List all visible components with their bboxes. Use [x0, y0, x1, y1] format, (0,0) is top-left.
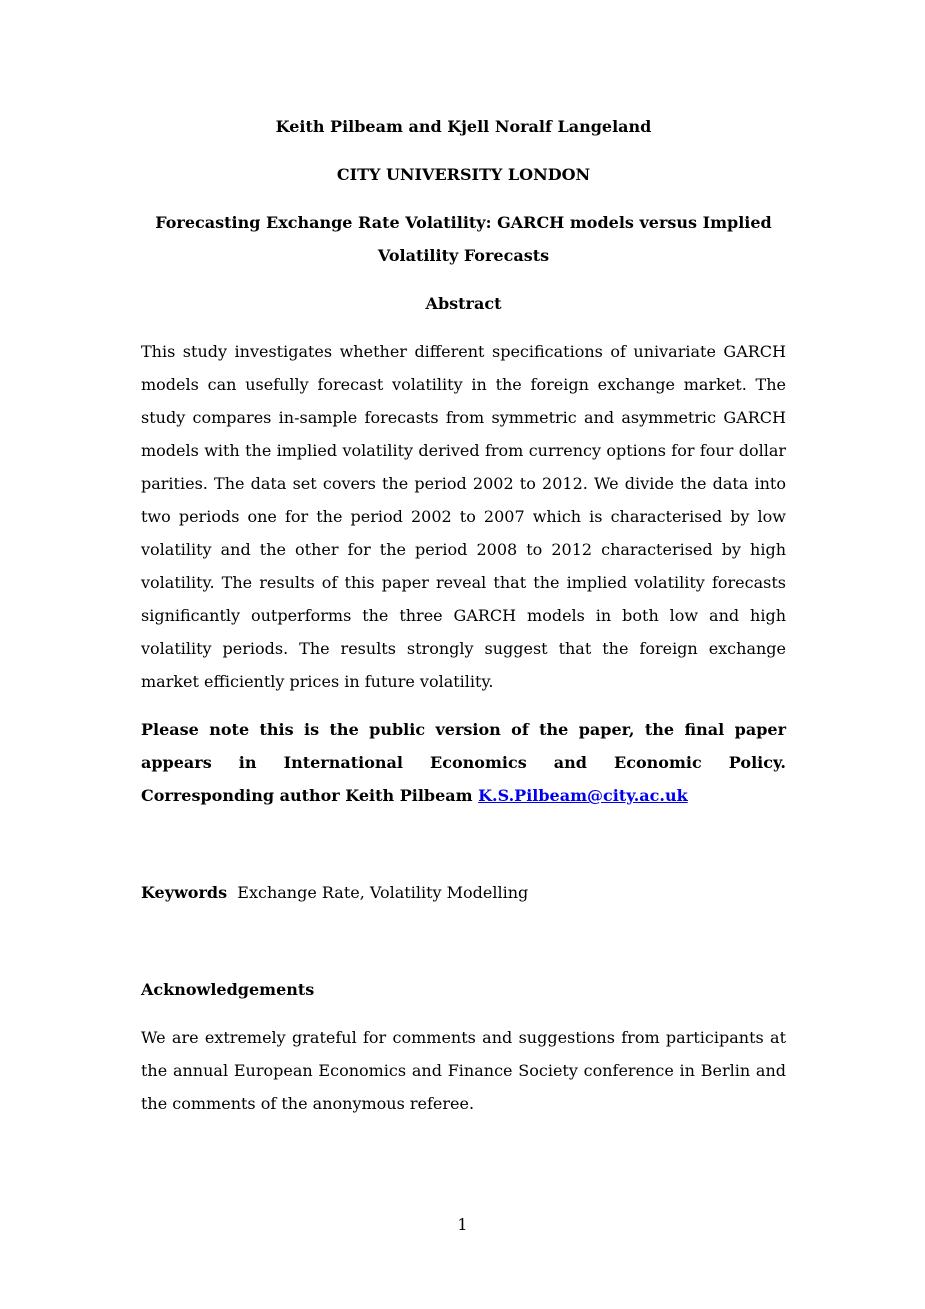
keywords-line [141, 876, 786, 909]
authors-line: Keith Pilbeam and Kjell Noralf Langeland [275, 117, 652, 136]
abstract-heading: Abstract [425, 294, 502, 313]
keywords-label: Keywords [141, 883, 228, 902]
acknowledgements-body: We are extremely grateful for comments and suggestions from participants at the annual European Economics and Finance Society conference in Berlin and the comments of the anonymous referee. [141, 1028, 786, 1113]
keywords-value: Exchange Rate, Volatility Modelling [237, 883, 529, 902]
page-content [141, 110, 786, 1120]
affiliation-line: CITY UNIVERSITY LONDON [336, 165, 591, 184]
publication-notice [141, 713, 786, 812]
publication-notice-text: Please note this is the public version of the paper, the final paper appears in International Economics and Economic Policy. Corresponding author Keith Pilbeam [141, 720, 786, 805]
page-number: 1 [457, 1215, 468, 1234]
paper-title: Forecasting Exchange Rate Volatility: GARCH models versus Implied Volatility Forecasts [155, 213, 772, 265]
corresponding-email-link[interactable]: K.S.Pilbeam@city.ac.uk [478, 786, 688, 805]
abstract-body: This study investigates whether different specifications of univariate GARCH models can usefully forecast volatility in the foreign exchange market. The study compares in-sample forecasts from symmetric and asymmetric GARCH models with the implied volatility derived from currency options for four dollar parities. The data set covers the period 2002 to 2012. We divide the data into two periods one for the period 2002 to 2007 which is characterised by low volatility and the other for the period 2008 to 2012 characterised by high volatility. The results of this paper reveal that the implied volatility forecasts significantly outperforms the three GARCH models in both low and high volatility periods. The results strongly suggest that the foreign exchange market efficiently prices in future volatility. [141, 342, 786, 691]
acknowledgements-heading: Acknowledgements [141, 980, 315, 999]
